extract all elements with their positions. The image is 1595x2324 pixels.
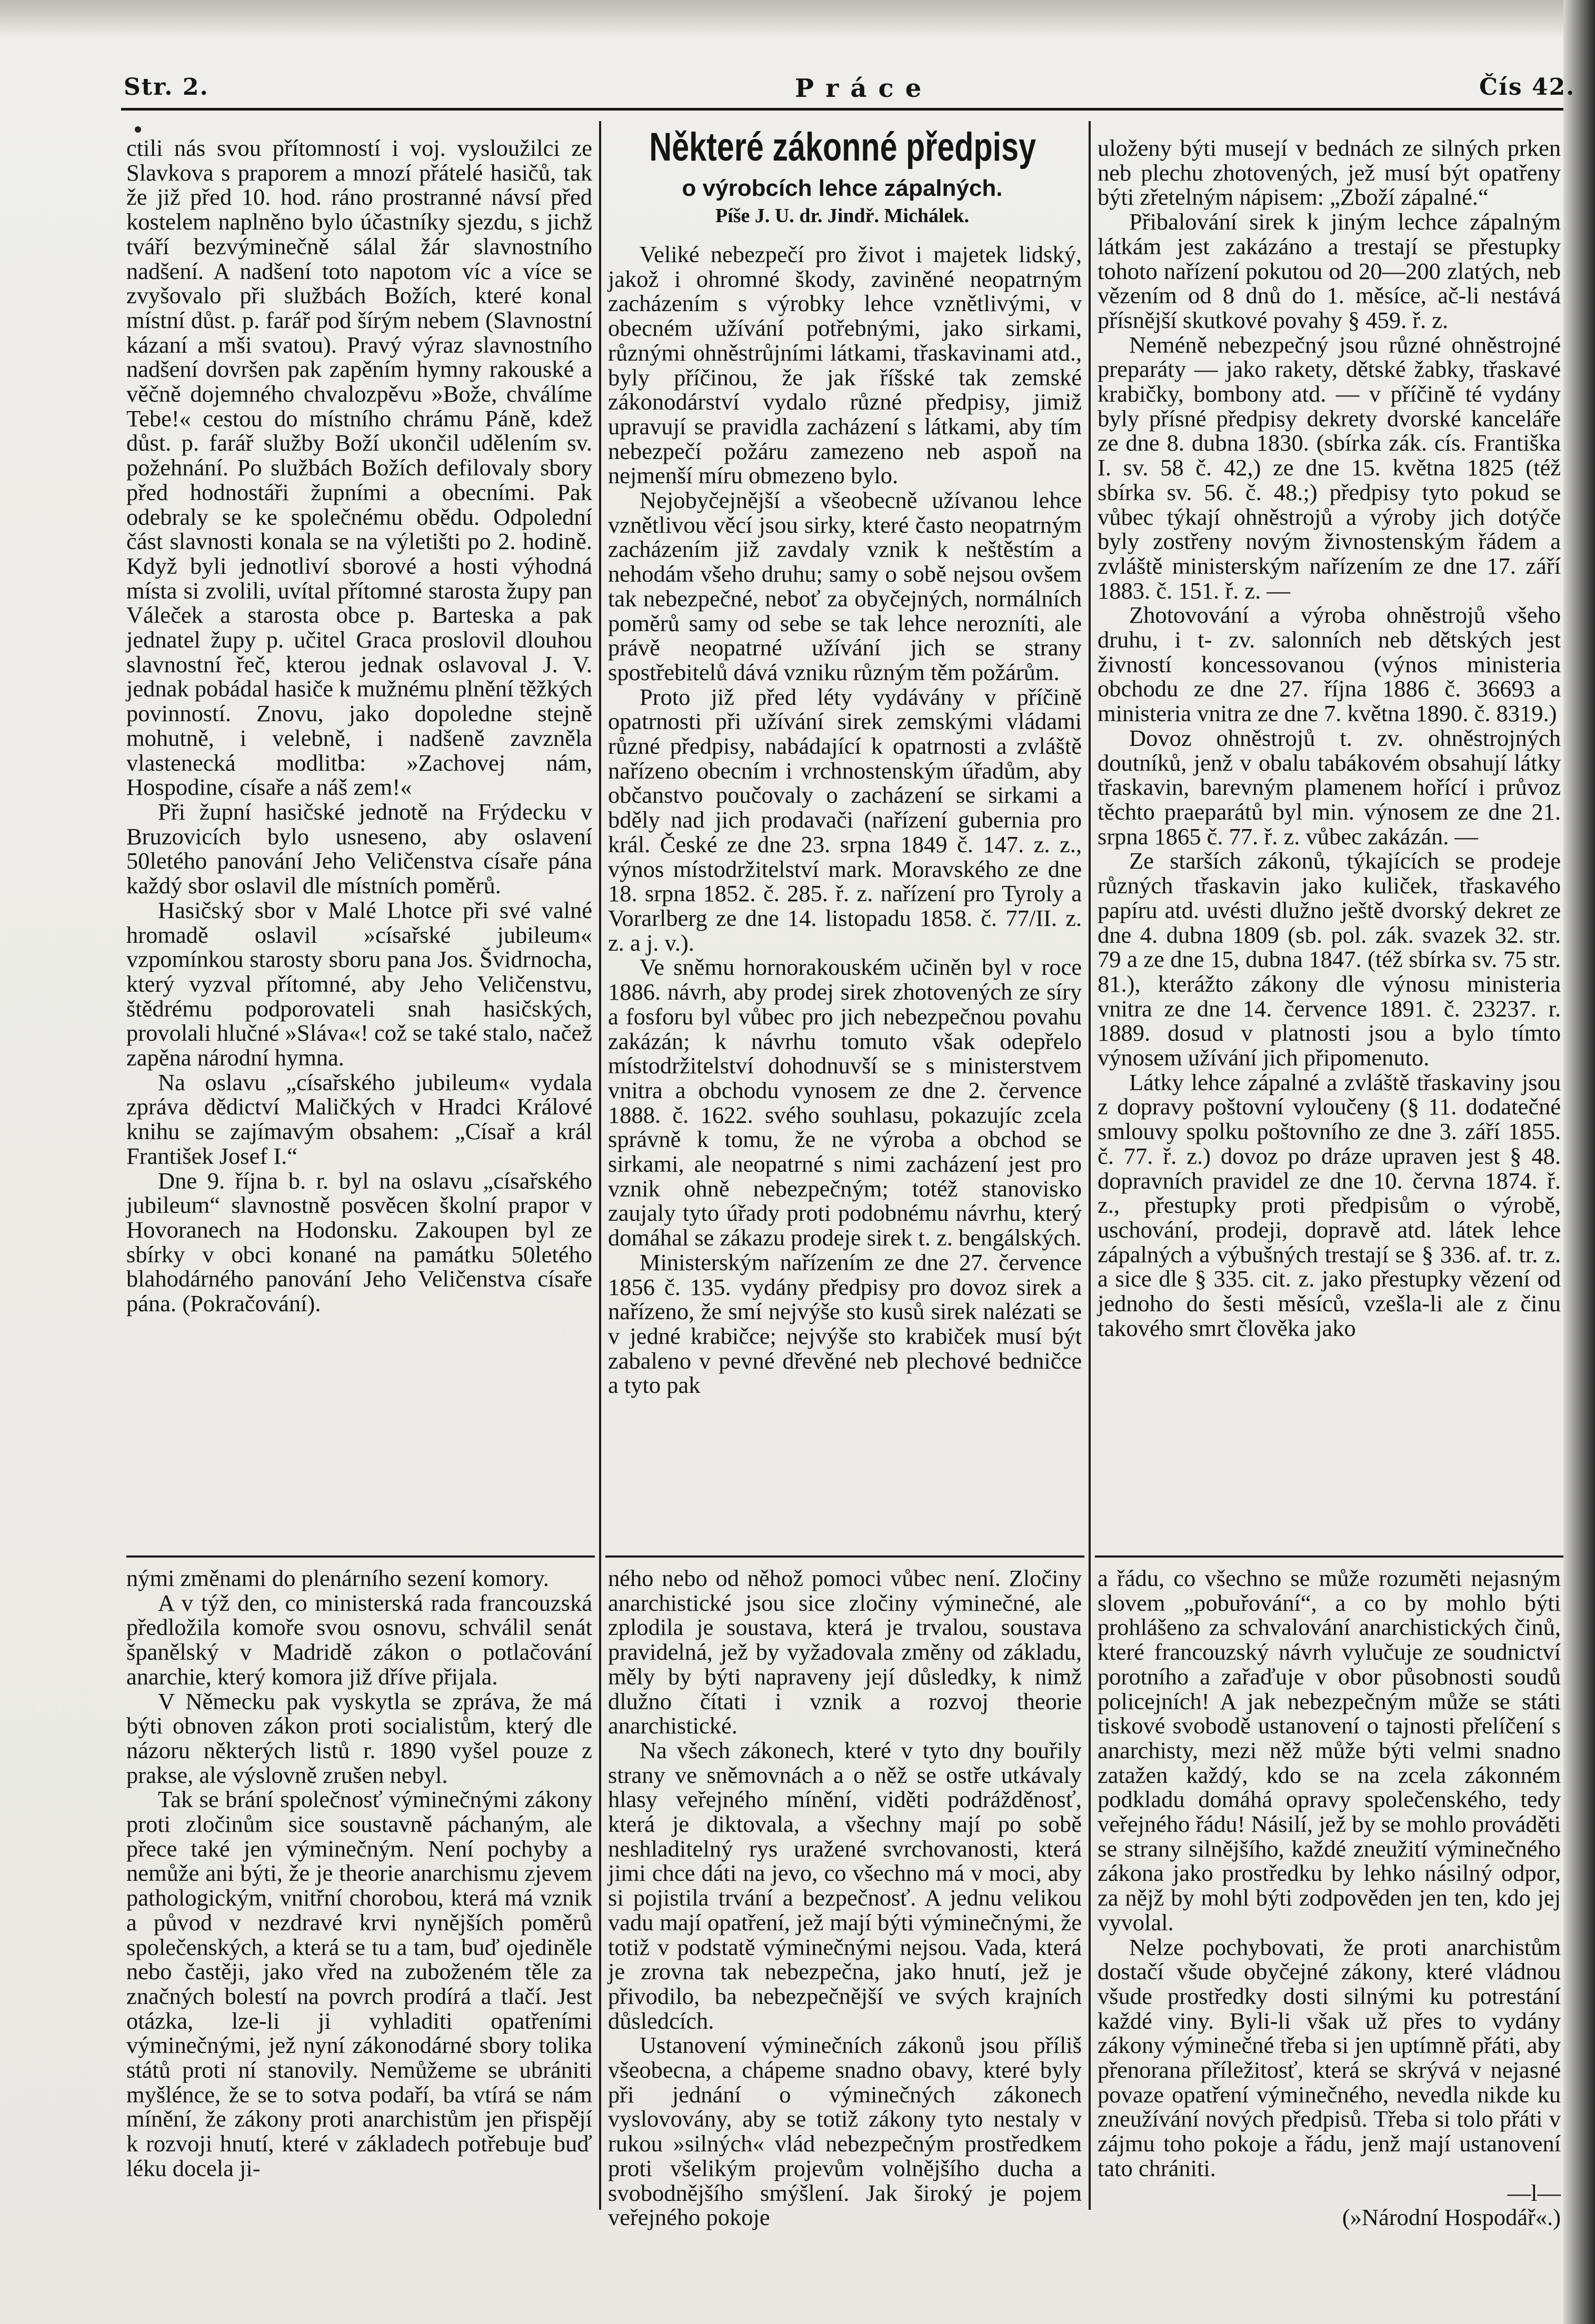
newspaper-title: Práce <box>795 74 933 103</box>
paragraph: uloženy býti musejí v bednách ze silných prken neb plechu zhotovených, jež musí být opatřeny býti zřetelným nápisem: „Zboží zápalné.“ <box>1098 135 1561 211</box>
paragraph: Ministerským nařízením ze dne 27. července 1856 č. 135. vydány předpisy pro dovoz sirek a nařízeno, že smí nejvýše sto kusů sirek nalézati se v jedné krabičce; nejvýše sto krabiček musí být zabaleno v pevné dřevěné neb plechové bedničce a tyto pak <box>608 1249 1082 1399</box>
column-2-upper <box>608 242 1082 1548</box>
paragraph: Přibalování sirek k jiným lechce zápalným látkám jest zakázáno a trestají se přestupky tohoto nařízení pokutou od 20—200 zlatých, neb vězením od 8 dnů do 1. měsíce, ač-li nestává přísnější skutkové povahy § 459. ř. z. <box>1098 208 1561 333</box>
column-1-upper <box>126 136 592 1547</box>
header-rule <box>121 108 1563 111</box>
column-3-lower <box>1098 1565 1561 2231</box>
column-2-lower <box>608 1565 1082 2231</box>
article-heading <box>595 121 1090 228</box>
column-rule <box>599 121 601 1569</box>
paragraph: Dovoz ohněstrojů t. zv. ohněstrojných doutníků, jenž v obalu tabákovém obsahují látky třaskavin, barevným plamenem hořící i průvoz těchto praeparátů byl min. výnosem ze dne 21. srpna 1865 č. 77. ř. z. vůbec zakázán. — <box>1098 724 1561 850</box>
scan-top-edge <box>0 0 1595 37</box>
paragraph: Na oslavu „císařského jubileum« vydala zpráva dědictví Maličkých v Hradci Králové knihu se zajímavým obsahem: „Císař a král František Josef I.“ <box>126 1069 592 1169</box>
paragraph: Látky lehce zápalné a zvláště třaskaviny jsou z dopravy poštovní vyloučeny (§ 11. dodatečné smlouvy spolku poštovního ze dne 3. září 1855. č. 77. ř. z.) dovoz po dráze upraven jest § 48. dopravních pravidel ze dne 10. června 1874. ř. z., přestupky proti předpisům o výrobě, uschování, prodeji, dopravě atd. látek lehce zápalných a výbušných trestají se § 336. af. tr. z. a sice dle § 335. cit. z. jako přestupky vězení od jednoho do šesti měsíců, vzešla-li ale z činu takového smrt člověka jako <box>1098 1069 1561 1341</box>
source-credit: (»Národní Hospodář«.) <box>1342 2204 1561 2231</box>
paragraph: a řádu, co všechno se může rozuměti nejasným slovem „pobuřování“, a co by mohlo býti prohlášeno za schvalování anarchistických činů, které francouzský návrh vylučuje ze soudnictví porotního a zařaďuje v obor působnosti soudů policejních! A jak nebezpečným může se státi tiskové svobodě ustanovení o tajnosti přelíčení s anarchisty, mezi něž může býti velmi snadno zatažen každý, kdo se na zcela zákonném podkladu domáhá opravy společenského, tedy veřejného řádu! Násilí, jež by se mohlo prováděti se strany silnějšího, každé zneužití výminečného zákona jako prostředku by lehko násilný odpor, za nějž by mohl býti zodpověden jen ten, kdo jej vyvolal. <box>1098 1565 1561 1936</box>
paragraph: Nelze pochybovati, že proti anarchistům dostačí všude obyčejné zákony, které vládnou všude prostředky dosti silnými ku potrestání každé viny. Byli-li však už přes to vydány zákony výminečné třeba si jen uptímně přáti, aby přenorana příležitosť, která se skrývá v nejasné povaze opatření výminečného, nevedla nikde ku zneužívání nových předpisů. Třeba si tolo přáti v zájmu toho pokoje a řádu, jenž mají ustanovení tato chrániti. <box>1098 1933 1561 2181</box>
paragraph: Při župní hasičské jednotě na Frýdecku v Bruzovicích bylo usneseno, aby oslavení 50letého panování Jeho Veličenstva císaře pána každý sbor oslavil dle místních poměrů. <box>126 798 592 899</box>
paragraph: ctili nás svou přítomností i voj. vysloužilci ze Slavkova s praporem a mnozí přátelé hasičů, tak že již před 10. hod. ráno prostranné návsí před kostelem naplněno bylo účastníky sjezdu, s jichž tváří bezvýminečně sálal žár slavnostního nadšení. A nadšení toto napotom víc a více se zvyšovalo při službách Božích, které konal místní důst. p. farář pod šírým nebem (Slavnostní kázaní a mši svatou). Pravý výraz slavnostního nadšení dovršen pak zapěním hymny rakouské a věčně dojemného chvalozpěvu »Bože, chválíme Tebe!« cestou do místního chrámu Páně, kdež důst. p. farář služby Boží ukončil udělením sv. požehnání. Po službách Božích defilovaly sbory před hodnostáři župními a obecními. Pak odebraly se ke společnému obědu. Odpolední část slavnosti konala se na výletišti po 2. hodině. Když byli jednotliví sborové a hosti výhodná místa si zvolili, uvítal přítomné starosta župy pan Váleček a starosta obce p. Barteska a pak jednatel župy p. učitel Graca proslovil dlouhou slavnostní řeč, kterou jednak oslavoval J. V. jednak pobádal hasiče k mužnému plnění těžkých povinností. Znovu, jako dopoledne stejně mohutně, i velebně, i nadšeně zavzněla vlastenecká modlitba: »Zachovej nám, Hospodine, císaře a náš zem!« <box>126 135 592 801</box>
paragraph: Hasičský sbor v Malé Lhotce při své valné hromadě oslavil »císařské jubileum« vzpomínkou starosty sboru pana Jos. Švidrnocha, který vyzval přítomné, aby Jeho Veličenstvu, štědrému podporovateli snah hasičských, provolali hlučné »Sláva«! což se také stalo, načež zapěna národní hymna. <box>126 896 592 1071</box>
article-subtitle: o výrobcích lehce zápalných. <box>682 175 1003 201</box>
column-rule <box>1089 121 1091 1569</box>
paragraph: V Německu pak vyskytla se zpráva, že má býti obnoven zákon proti socialistům, který dle názoru některých listů r. 1890 vyšel pouze z prakse, ale výslovně zrušen nebyl. <box>126 1688 592 1788</box>
paragraph: A v týž den, co ministerská rada francouzská předložila komoře svou osnovu, schválil senát španělský v Madridě zákon o potlačování anarchie, který komora již dříve přijala. <box>126 1589 592 1690</box>
column-rule <box>1089 1562 1091 2210</box>
column-3-upper <box>1098 136 1561 1547</box>
paragraph: Proto již před léty vydávány v příčině opatrnosti při užívání sirek zemskými vládami různé předpisy, nabádající k opatrnosti a zvláště nařízeno obecním i vrchnostenským úřadům, aby občanstvo poučovaly o zacházení se sirkami a bděly nad jich prodavači (nařízení gubernia pro král. České ze dne 23. srpna 1849 č. 147. z. z., výnos místodržitelství mark. Moravského ze dne 18. srpna 1852. č. 285. ř. z. nařízení pro Tyroly a Vorarlberg ze dne 14. listopadu 1858. č. 77/II. z. z. a j. v.). <box>608 683 1082 956</box>
column-rule <box>599 1562 601 2210</box>
section-rule <box>605 1555 1084 1558</box>
section-rule <box>1095 1555 1563 1558</box>
section-rule <box>126 1555 595 1558</box>
paragraph: Tak se brání společnosť výminečnými zákony proti zločinům sice soustavně páchaným, ale přece také jen výminečným. Není pochyby a nemůže ani býti, že je theorie anarchismu zjevem pathologickým, vnitřní chorobou, která má vznik a původ v nezdravé krvi nynějších poměrů společenských, a která se tu a tam, buď ojediněle nebo častěji, jako vřed na zuboženém těle za značných bolestí na povrch prodírá a tlačí. Jest otázka, lze-li ji vyhladiti opatřeními výminečnými, jež nyní zákonodárné sbory tolika států proti ní stanovily. Nemůžeme se ubrániti myšlénce, že se to sotva podaří, ba vtírá se nám mínění, že zákony proti anarchistům jen přispějí k rozvoji hnutí, které v základech potřebuje buď léku docela ji- <box>126 1786 592 2181</box>
paragraph: Neméně nebezpečný jsou různé ohněstrojné preparáty — jako rakety, dětské žabky, třaskavé krabičky, bombony atd. — v příčině té vydány byly přísné předpisy dekrety dvorské kanceláře ze dne 8. dubna 1830. (sbírka zák. cís. Františka I. sv. 58 č. 42,) ze dne 15. května 1825 (též sbírka sv. 56. č. 48.;) předpisy tyto pokud se vůbec týkají ohněstrojů a výroby jich dotýče byly zostřeny novým živnostenským řádem a zvláště ministerským nařízením ze dne 17. září 1883. č. 151. ř. z. — <box>1098 331 1561 604</box>
article-author: Píše J. U. dr. Jindř. Michálek. <box>715 205 970 227</box>
signature: —l— <box>1507 2179 1561 2206</box>
article-title: Některé zákonné předpisy <box>649 125 1036 169</box>
paragraph: Dne 9. října b. r. byl na oslavu „císařského jubileum“ slavnostně posvěcen školní prapor v Hovoranech na Hodonsku. Zakoupen byl ze sbírky v obci konané na památku 50letého blahodárného panování Jeho Veličenstva císaře pána. (Pokračování). <box>126 1167 592 1317</box>
paragraph: Ze starších zákonů, týkajících se prodeje různých třaskavin jako kuliček, třaskavého papíru atd. uvésti dlužno ještě dvorský dekret ze dne 4. dubna 1809 (sb. pol. zák. svazek 32. str. 79 a ze dne 15, dubna 1847. (též sbírka sv. 75 str. 81.), kterážto zákony dle výnosu ministeria vnitra ze dne 14. července 1891. č. 23237. r. 1889. dosud v platnosti jsou a bylo tímto výnosem užívání jich připomenuto. <box>1098 847 1561 1071</box>
column-1-lower <box>126 1566 592 2208</box>
paragraph: Nejobyčejnější a všeobecně užívanou lehce vznětlivou věcí jsou sirky, které často neopatrným zacházením již zavdaly vznik k neštěstím a nehodám všeho druhu; samy o sobě nejsou ovšem tak nebezpečné, neboť za obyčejných, normálních poměrů samy od sebe se tak lehce nerozníti, ale právě neopatrné užívání jich se strany spostřebitelů dává vzniku různým těm požárům. <box>608 487 1082 685</box>
paragraph: Ve sněmu hornorakouském učiněn byl v roce 1886. návrh, aby prodej sirek zhotovených ze síry a fosforu byl vůbec pro jich nebezpečnou povahu zakázán; k návrhu tomuto však odepřelo místodržitelství dohodnuvší se s ministerstvem vnitra a obchodu vynosem ze dne 2. července 1888. č. 1622. svého souhlasu, pokazujíc zcela správně k tomu, že ne výroba a obchod se sirkami, ale neopatrné s nimi zacházení jest pro vznik ohně nebezpečným; totéž stanovisko zaujaly tyto úřady proti podobnému návrhu, který domáhal se zákazu prodeje sirek t. z. bengálských. <box>608 954 1082 1251</box>
paragraph: Na všech zákonech, které v tyto dny bouřily strany ve sněmovnách a o něž se ostře utkávaly hlasy veřejného mínění, viděti podrážděnosť, která je diktovala, a všechny mají po sobě neshladitelný rys uražené svrchovanosti, která jimi chce dáti na jevo, co všechno má v moci, aby si pojistila trvání a bezpečnosť. A jednu velikou vadu mají opatření, jež mají býti výminečnými, že totiž v podstatě výminečnými nejsou. Vada, která je zrovna tak nebezpečna, jako hnutí, jež je přivodilo, ba nebezpečnější ve svých krajních důsledcích. <box>608 1737 1082 2034</box>
paragraph: Ustanovení výminečních zákonů jsou příliš všeobecna, a chápeme snadno obavy, které byly při jednání o výminečných zákonech vyslovovány, aby se totiž zákony tyto nestaly v rukou »silných« vlád nebezpečným prostředkem proti všelikým projevům volnějšího ducha a svobodnějšího smýšlení. Jak široký je pojem veřejného pokoje <box>608 2032 1082 2231</box>
scan-right-edge <box>1563 0 1595 2324</box>
paragraph: ného nebo od něhož pomoci vůbec není. Zločiny anarchistické jsou sice zločiny výminečné, ale zplodila je soustava, která je trvalou, soustava pravidelná, jež by vyžadovala změny od základu, měly by býti napraveny její důsledky, k nimž dlužno čítati i vznik a rozvoj theorie anarchistické. <box>608 1565 1082 1739</box>
ink-dot <box>135 126 141 133</box>
paragraph: Veliké nebezpečí pro život i majetek lidský, jakož i ohromné škody, zaviněné neopatrným zacházením s výrobky lehce vznětlivými, v obecném užívání potřebnými, jako sirkami, různými ohněstrůjními látkami, třaskavinami atd., byly příčinou, že jak říšské tak zemské zákonodárství vydalo různé předpisy, jimiž upravují se pravidla zacházení s látkami, aby tím nebezpečí požáru zamezeno neb aspoň na nejmenší míru obmezeno bylo. <box>608 241 1082 489</box>
issue-number: Čís 42. <box>1479 74 1576 101</box>
paragraph: nými změnami do plenárního sezení komory. <box>126 1565 549 1591</box>
paragraph: Zhotovování a výroba ohněstrojů všeho druhu, i t- zv. salonních neb dětských jest živností koncessovanou (výnos ministeria obchodu ze dne 27. října 1886 č. 36693 a ministeria vnitra ze dne 7. května 1890. č. 8319.) <box>1098 602 1561 727</box>
page-number: Str. 2. <box>124 74 209 101</box>
